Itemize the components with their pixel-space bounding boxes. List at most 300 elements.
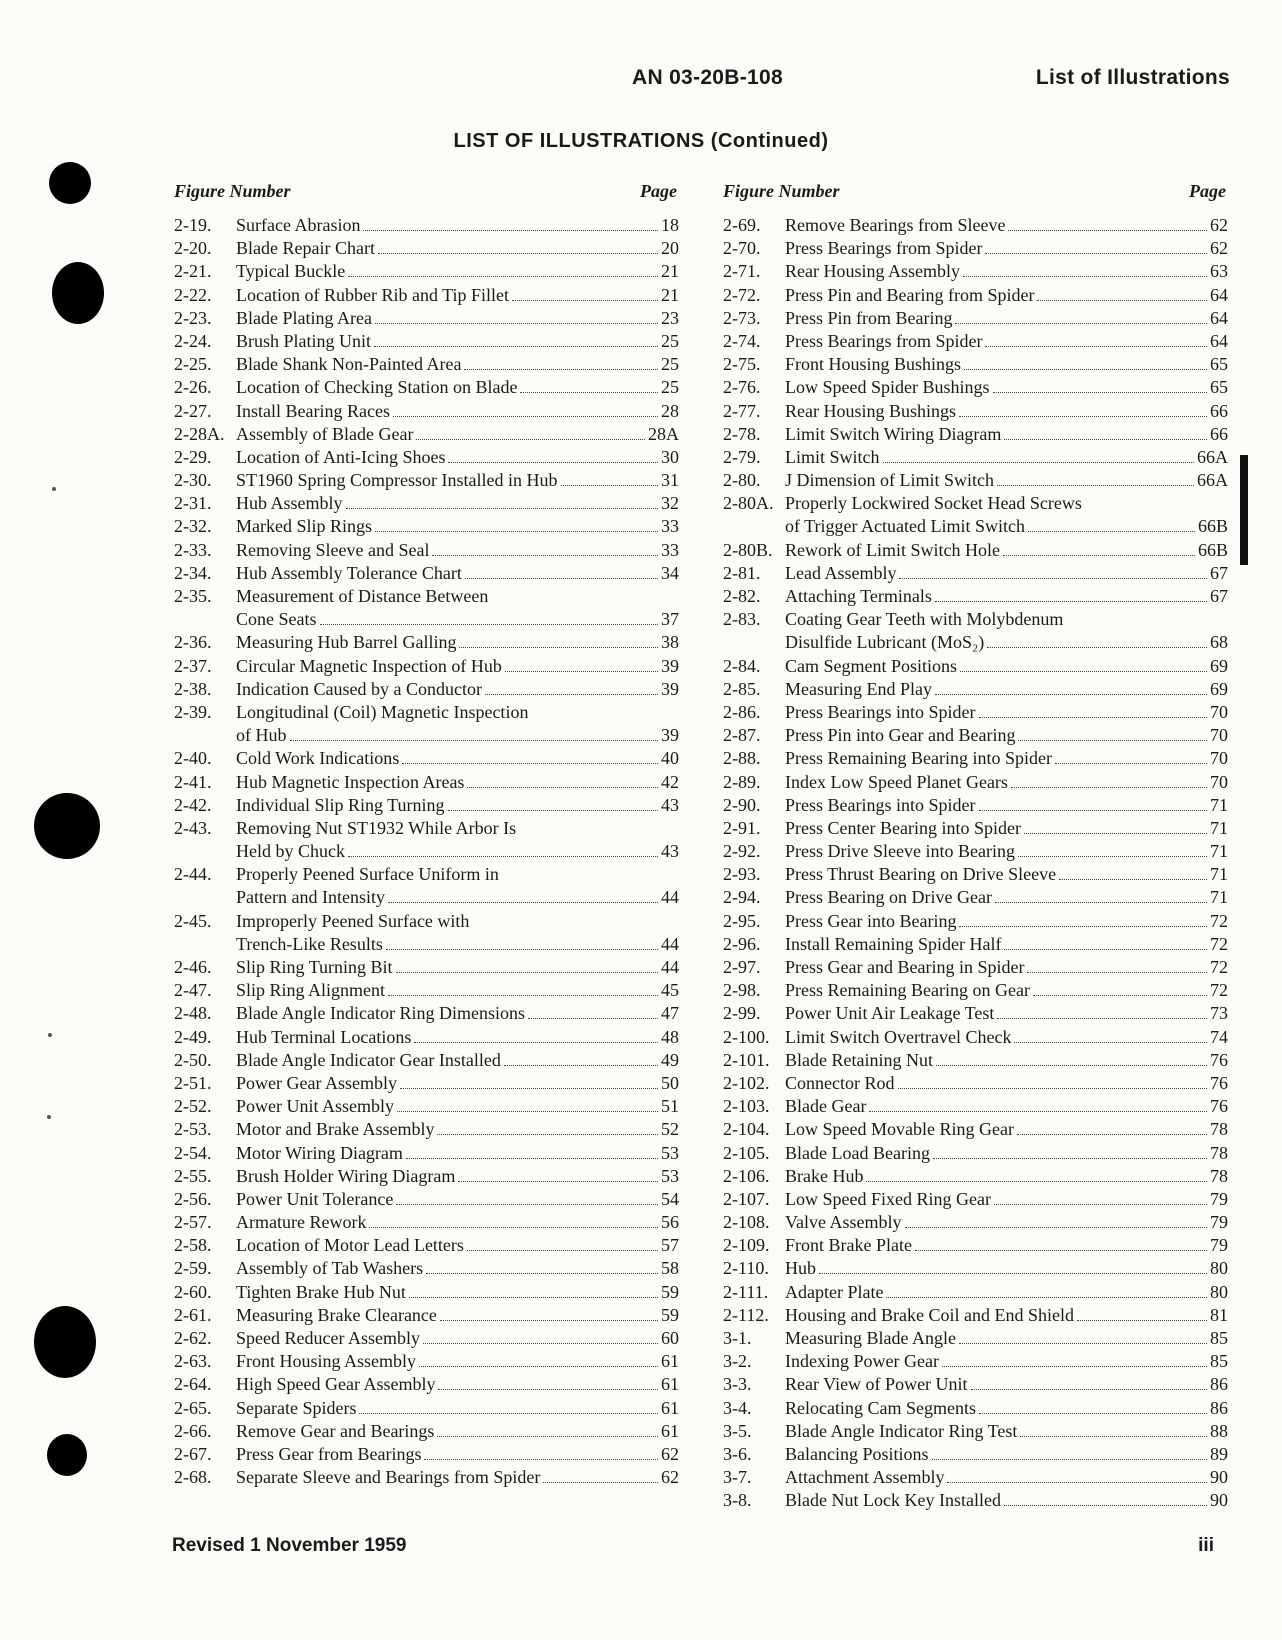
figure-title: Removing Nut ST1932 While Arbor Is — [236, 817, 517, 838]
page-ref: 67 — [1210, 586, 1228, 606]
figure-entry — [723, 423, 1228, 446]
entry-line — [723, 886, 1228, 909]
figure-entry — [174, 863, 679, 909]
entry-line — [723, 1211, 1228, 1234]
dot-leader — [947, 1482, 1207, 1483]
figure-entry — [174, 1257, 679, 1280]
figure-entry — [723, 284, 1228, 307]
page-ref: 52 — [661, 1119, 679, 1140]
figure-number: 2-28A. — [174, 423, 225, 444]
page-ref: 78 — [1210, 1119, 1228, 1140]
figure-title: Low Speed Spider Bushings — [785, 377, 990, 398]
figure-number: 2-108. — [723, 1212, 770, 1233]
entry-line — [723, 400, 1228, 423]
dot-leader — [1027, 972, 1207, 973]
figure-number: 2-110. — [723, 1258, 769, 1279]
page-ref: 37 — [661, 609, 679, 630]
figure-title: Removing Sleeve and Seal — [236, 539, 430, 560]
page-ref: 90 — [1210, 1467, 1228, 1488]
dot-leader — [993, 392, 1208, 393]
entry-line — [174, 817, 679, 840]
page-ref: 60 — [661, 1328, 679, 1348]
entry-line — [174, 562, 679, 585]
figure-title: Install Bearing Races — [236, 400, 390, 421]
page-ref: 61 — [661, 1397, 679, 1418]
figure-title: Limit Switch Wiring Diagram — [785, 423, 1002, 444]
dot-leader — [437, 1134, 658, 1135]
figure-title: Press Pin and Bearing from Spider — [785, 284, 1035, 305]
dot-leader — [504, 1065, 658, 1066]
entry-line — [174, 1002, 679, 1025]
dot-leader — [915, 1250, 1207, 1251]
page-ref: 78 — [1210, 1165, 1228, 1186]
figure-entry — [723, 933, 1228, 956]
dot-leader — [400, 1088, 658, 1089]
figure-number: 2-50. — [174, 1049, 212, 1070]
figure-entry — [723, 1002, 1228, 1025]
figure-number: 3-8. — [723, 1490, 752, 1511]
page-ref: 85 — [1210, 1328, 1228, 1348]
entry-line — [174, 747, 679, 770]
entry-line — [723, 1049, 1228, 1072]
figure-title: Properly Lockwired Socket Head Screws — [785, 493, 1082, 514]
figure-number: 2-51. — [174, 1072, 212, 1093]
figure-entry — [723, 1327, 1228, 1350]
dot-leader — [438, 1389, 658, 1390]
page-ref: 70 — [1210, 771, 1228, 792]
figure-number: 2-105. — [723, 1142, 770, 1163]
figure-number: 2-76. — [723, 377, 761, 398]
entry-line — [723, 1443, 1228, 1466]
dot-leader — [883, 462, 1195, 463]
figure-number: 3-1. — [723, 1328, 752, 1348]
entry-line — [723, 539, 1228, 562]
figure-entry — [723, 1420, 1228, 1443]
dot-leader — [936, 1065, 1207, 1066]
dot-leader — [905, 1227, 1208, 1228]
figure-title: Surface Abrasion — [236, 215, 361, 235]
dot-leader — [1017, 1134, 1207, 1135]
dot-leader — [512, 300, 658, 301]
page-ref: 66B — [1197, 539, 1228, 560]
dot-leader — [935, 694, 1207, 695]
entry-line — [174, 863, 679, 886]
dot-leader — [348, 276, 658, 277]
figure-number: 2-42. — [174, 794, 212, 815]
page-ref: 72 — [1210, 910, 1228, 931]
figure-title: Measurement of Distance Between — [236, 586, 489, 606]
entry-line — [174, 1072, 679, 1095]
entry-line — [723, 1327, 1228, 1350]
dot-leader — [448, 810, 658, 811]
figure-entry — [723, 1373, 1228, 1396]
figure-entry — [723, 771, 1228, 794]
figure-number: 2-32. — [174, 516, 212, 537]
page-ref: 53 — [661, 1142, 679, 1163]
page-ref: 63 — [1210, 261, 1228, 282]
figure-title: High Speed Gear Assembly — [236, 1374, 436, 1395]
page-ref: 57 — [661, 1235, 679, 1256]
figure-title: Hub Magnetic Inspection Areas — [236, 771, 465, 792]
dot-leader — [543, 1482, 658, 1483]
figure-number: 2-22. — [174, 284, 212, 305]
figure-entry — [174, 284, 679, 307]
figure-number: 2-59. — [174, 1258, 212, 1279]
entry-line — [723, 515, 1228, 538]
figure-number-header: Figure Number — [174, 181, 291, 201]
figure-entry — [174, 1095, 679, 1118]
figure-title: Press Pin from Bearing — [785, 307, 953, 328]
dot-leader — [505, 671, 658, 672]
dot-leader — [1004, 949, 1207, 950]
figure-entry — [723, 1118, 1228, 1141]
entry-line — [723, 1257, 1228, 1280]
figure-number: 2-96. — [723, 933, 761, 954]
page-ref: 76 — [1210, 1072, 1228, 1093]
page-ref: 56 — [661, 1212, 679, 1233]
entry-line — [174, 585, 679, 608]
figure-entry — [723, 1443, 1228, 1466]
figure-number: 3-5. — [723, 1420, 752, 1441]
figure-number: 2-65. — [174, 1397, 212, 1418]
dot-leader — [406, 1158, 658, 1159]
scan-speck — [47, 1115, 51, 1119]
dot-leader — [378, 253, 658, 254]
page-ref: 70 — [1210, 725, 1228, 746]
entry-line — [174, 284, 679, 307]
entry-line — [174, 237, 679, 260]
figure-entry — [723, 1095, 1228, 1118]
figure-number: 2-82. — [723, 586, 761, 606]
figure-title: Measuring End Play — [785, 678, 932, 699]
figure-entry — [723, 678, 1228, 701]
entry-line — [723, 747, 1228, 770]
figure-number: 2-83. — [723, 609, 761, 630]
figure-title: Blade Gear — [785, 1096, 867, 1117]
page-ref: 23 — [661, 307, 679, 328]
page-ref: 28 — [661, 400, 679, 421]
page-ref: 72 — [1210, 933, 1228, 954]
figure-entry — [174, 237, 679, 260]
dot-leader — [374, 346, 658, 347]
page-ref: 39 — [661, 725, 679, 746]
figure-number: 2-38. — [174, 678, 212, 699]
figure-number: 2-66. — [174, 1420, 212, 1441]
page-ref: 39 — [661, 678, 679, 699]
figure-number: 2-98. — [723, 980, 761, 1001]
entry-line — [723, 631, 1228, 654]
dot-leader — [485, 694, 658, 695]
entry-line — [174, 1165, 679, 1188]
figure-title: Relocating Cam Segments — [785, 1397, 976, 1418]
entry-line — [723, 423, 1228, 446]
entry-line — [723, 1118, 1228, 1141]
figure-title: Press Bearings from Spider — [785, 238, 983, 259]
page-ref: 31 — [661, 470, 679, 491]
figure-entry — [723, 1257, 1228, 1280]
figure-number: 2-85. — [723, 678, 761, 699]
dot-leader — [971, 1389, 1207, 1390]
entry-line — [723, 214, 1228, 237]
figure-title: Low Speed Fixed Ring Gear — [785, 1188, 991, 1209]
figure-title: Rear Housing Bushings — [785, 400, 956, 421]
binder-hole — [47, 1434, 87, 1476]
page-ref: 85 — [1210, 1351, 1228, 1372]
figure-number: 2-39. — [174, 701, 212, 722]
entry-line — [174, 492, 679, 515]
figure-entry — [174, 979, 679, 1002]
figure-number: 3-7. — [723, 1467, 752, 1488]
entry-line — [723, 1002, 1228, 1025]
dot-leader — [386, 949, 658, 950]
entry-line — [723, 330, 1228, 353]
dot-leader — [520, 392, 658, 393]
figure-number: 2-77. — [723, 400, 761, 421]
figure-number: 2-45. — [174, 910, 212, 931]
figure-entry — [174, 214, 679, 237]
entry-line — [723, 840, 1228, 863]
entry-line — [723, 585, 1228, 608]
entry-line — [174, 307, 679, 330]
entry-line — [723, 608, 1228, 631]
entry-line — [174, 1420, 679, 1443]
dot-leader — [416, 439, 645, 440]
figure-title: Separate Sleeve and Bearings from Spider — [236, 1467, 541, 1488]
figure-entry — [723, 1026, 1228, 1049]
figure-title: Assembly of Blade Gear — [236, 423, 414, 444]
entry-line — [723, 794, 1228, 817]
figure-entry — [723, 353, 1228, 376]
figure-number: 2-69. — [723, 215, 761, 235]
figure-title: Armature Rework — [236, 1212, 367, 1233]
entry-line — [174, 979, 679, 1002]
figure-entry — [174, 701, 679, 747]
figure-entry — [723, 1234, 1228, 1257]
page-ref: 61 — [661, 1351, 679, 1372]
figure-entry — [174, 400, 679, 423]
figure-entry — [174, 631, 679, 654]
page-ref: 66A — [1197, 470, 1228, 491]
page-header: Page — [640, 181, 677, 201]
entry-line — [723, 1420, 1228, 1443]
page-ref: 71 — [1210, 794, 1228, 815]
entry-line — [174, 1466, 679, 1489]
dot-leader — [985, 346, 1207, 347]
figure-title: Attaching Terminals — [785, 586, 932, 606]
figure-number: 2-61. — [174, 1304, 212, 1325]
figure-title: Power Unit Air Leakage Test — [785, 1003, 995, 1024]
page-ref: 64 — [1210, 330, 1228, 351]
figure-title: Location of Checking Station on Blade — [236, 377, 518, 398]
figure-entry — [723, 1072, 1228, 1095]
page-ref: 62 — [661, 1467, 679, 1488]
dot-leader — [985, 253, 1207, 254]
figure-entry — [174, 678, 679, 701]
figure-number: 2-62. — [174, 1328, 212, 1348]
page-ref: 80 — [1210, 1281, 1228, 1302]
figure-title: Hub Assembly Tolerance Chart — [236, 562, 462, 583]
binder-hole — [34, 1306, 96, 1378]
figure-number: 2-88. — [723, 748, 761, 769]
figure-entry — [723, 910, 1228, 933]
figure-title: Press Bearings into Spider — [785, 794, 976, 815]
figure-entry — [723, 1142, 1228, 1165]
entry-line — [723, 1304, 1228, 1327]
entry-line — [723, 446, 1228, 469]
page-ref: 72 — [1210, 957, 1228, 977]
dot-leader — [348, 856, 658, 857]
page-ref: 71 — [1210, 817, 1228, 838]
page-ref: 62 — [1210, 238, 1228, 259]
dot-leader — [1014, 1042, 1207, 1043]
figure-title: Press Pin into Gear and Bearing — [785, 725, 1016, 746]
entry-line — [723, 376, 1228, 399]
dot-leader — [458, 1181, 658, 1182]
page-ref: 25 — [661, 330, 679, 351]
entry-line — [174, 701, 679, 724]
entry-line — [174, 1373, 679, 1396]
page-ref: 76 — [1210, 1049, 1228, 1070]
entry-line — [174, 910, 679, 933]
figure-title: ST1960 Spring Compressor Installed in Hub — [236, 470, 558, 491]
figure-title: Press Thrust Bearing on Drive Sleeve — [785, 864, 1057, 885]
figure-number: 2-55. — [174, 1165, 212, 1186]
figure-number: 2-67. — [174, 1443, 212, 1464]
dot-leader — [467, 1250, 658, 1251]
figure-title: Rear View of Power Unit — [785, 1374, 968, 1395]
figure-entry — [723, 747, 1228, 770]
dot-leader — [1077, 1320, 1207, 1321]
figure-number: 2-80B. — [723, 539, 773, 560]
entry-line — [174, 1095, 679, 1118]
figure-title: Tighten Brake Hub Nut — [236, 1281, 406, 1302]
entry-line — [723, 492, 1228, 515]
figure-title: Press Gear from Bearings — [236, 1443, 422, 1464]
page-ref: 66 — [1210, 423, 1228, 444]
dot-leader — [423, 1343, 658, 1344]
entry-line — [174, 376, 679, 399]
figure-entry — [174, 817, 679, 863]
page-ref: 70 — [1210, 701, 1228, 722]
figure-entry — [174, 562, 679, 585]
entry-line — [174, 446, 679, 469]
page-ref: 88 — [1210, 1420, 1228, 1441]
figure-number: 2-106. — [723, 1165, 770, 1186]
figure-title: Press Bearings from Spider — [785, 330, 983, 351]
page-ref: 59 — [661, 1281, 679, 1302]
figure-number: 2-64. — [174, 1374, 212, 1395]
figure-number: 2-33. — [174, 539, 212, 560]
dot-leader — [899, 578, 1207, 579]
figure-title: Valve Assembly — [785, 1212, 902, 1233]
page-ref: 30 — [661, 446, 679, 467]
figure-number: 2-92. — [723, 841, 761, 862]
figure-title: Housing and Brake Coil and End Shield — [785, 1304, 1074, 1325]
page-ref: 50 — [661, 1072, 679, 1093]
figure-entry — [174, 515, 679, 538]
figure-number: 2-23. — [174, 307, 212, 328]
dot-leader — [409, 1297, 658, 1298]
page-ref: 34 — [661, 562, 679, 583]
revision-date: Revised 1 November 1959 — [172, 1535, 407, 1556]
figure-number: 2-52. — [174, 1096, 212, 1117]
entry-line — [174, 886, 679, 909]
figure-entry — [723, 492, 1228, 538]
entry-line — [174, 539, 679, 562]
figure-number: 2-49. — [174, 1026, 212, 1047]
right-column — [723, 181, 1228, 1513]
entry-line — [174, 1350, 679, 1373]
figure-title: Press Bearings into Spider — [785, 701, 976, 722]
figure-entry — [723, 585, 1228, 608]
figure-number: 2-24. — [174, 330, 212, 351]
figure-entry — [174, 492, 679, 515]
figure-number: 2-103. — [723, 1096, 770, 1117]
entry-line — [174, 260, 679, 283]
figure-title: Assembly of Tab Washers — [236, 1258, 424, 1279]
entry-line — [174, 678, 679, 701]
entry-line — [174, 1281, 679, 1304]
page-ref: 71 — [1210, 887, 1228, 908]
figure-title: Blade Angle Indicator Ring Test — [785, 1420, 1018, 1441]
dot-leader — [346, 508, 658, 509]
dot-leader — [1003, 555, 1195, 556]
figure-number: 2-46. — [174, 957, 212, 977]
figure-title: Motor and Brake Assembly — [236, 1119, 435, 1140]
page-ref: 72 — [1210, 980, 1228, 1001]
figure-entry — [723, 1466, 1228, 1489]
figure-title: Speed Reducer Assembly — [236, 1328, 420, 1348]
entry-line — [174, 469, 679, 492]
figure-entry — [723, 840, 1228, 863]
figure-entry — [723, 701, 1228, 724]
entry-line — [174, 353, 679, 376]
figure-entry — [174, 1142, 679, 1165]
figure-title-continued: Trench-Like Results — [236, 933, 383, 954]
figure-number: 2-20. — [174, 238, 212, 259]
page-ref: 54 — [661, 1188, 679, 1209]
figure-number: 2-86. — [723, 701, 761, 722]
figure-number: 2-78. — [723, 423, 761, 444]
entry-line — [174, 1234, 679, 1257]
figure-title: Blade Retaining Nut — [785, 1049, 933, 1070]
figure-title: Longitudinal (Coil) Magnetic Inspection — [236, 701, 529, 722]
figure-title: Measuring Blade Angle — [785, 1328, 956, 1348]
figure-title-continued: Cone Seats — [236, 609, 317, 630]
figure-number: 2-102. — [723, 1072, 770, 1093]
figure-title: Index Low Speed Planet Gears — [785, 771, 1008, 792]
page-ref: 86 — [1210, 1397, 1228, 1418]
figure-number: 2-90. — [723, 794, 761, 815]
figure-number: 2-111. — [723, 1281, 769, 1302]
figure-title: Improperly Peened Surface with — [236, 910, 470, 931]
figure-entry — [723, 260, 1228, 283]
figure-title: Separate Spiders — [236, 1397, 357, 1418]
entry-line — [723, 307, 1228, 330]
dot-leader — [997, 1018, 1207, 1019]
figure-entry — [174, 956, 679, 979]
figure-number: 2-101. — [723, 1049, 770, 1070]
entry-line — [723, 562, 1228, 585]
page-ref: 51 — [661, 1096, 679, 1117]
dot-leader — [1018, 740, 1207, 741]
dot-leader — [375, 323, 658, 324]
figure-number: 2-74. — [723, 330, 761, 351]
page-ref: 66A — [1197, 446, 1228, 467]
figure-number: 2-53. — [174, 1119, 212, 1140]
dot-leader — [459, 647, 658, 648]
page-ref: 73 — [1210, 1003, 1228, 1024]
